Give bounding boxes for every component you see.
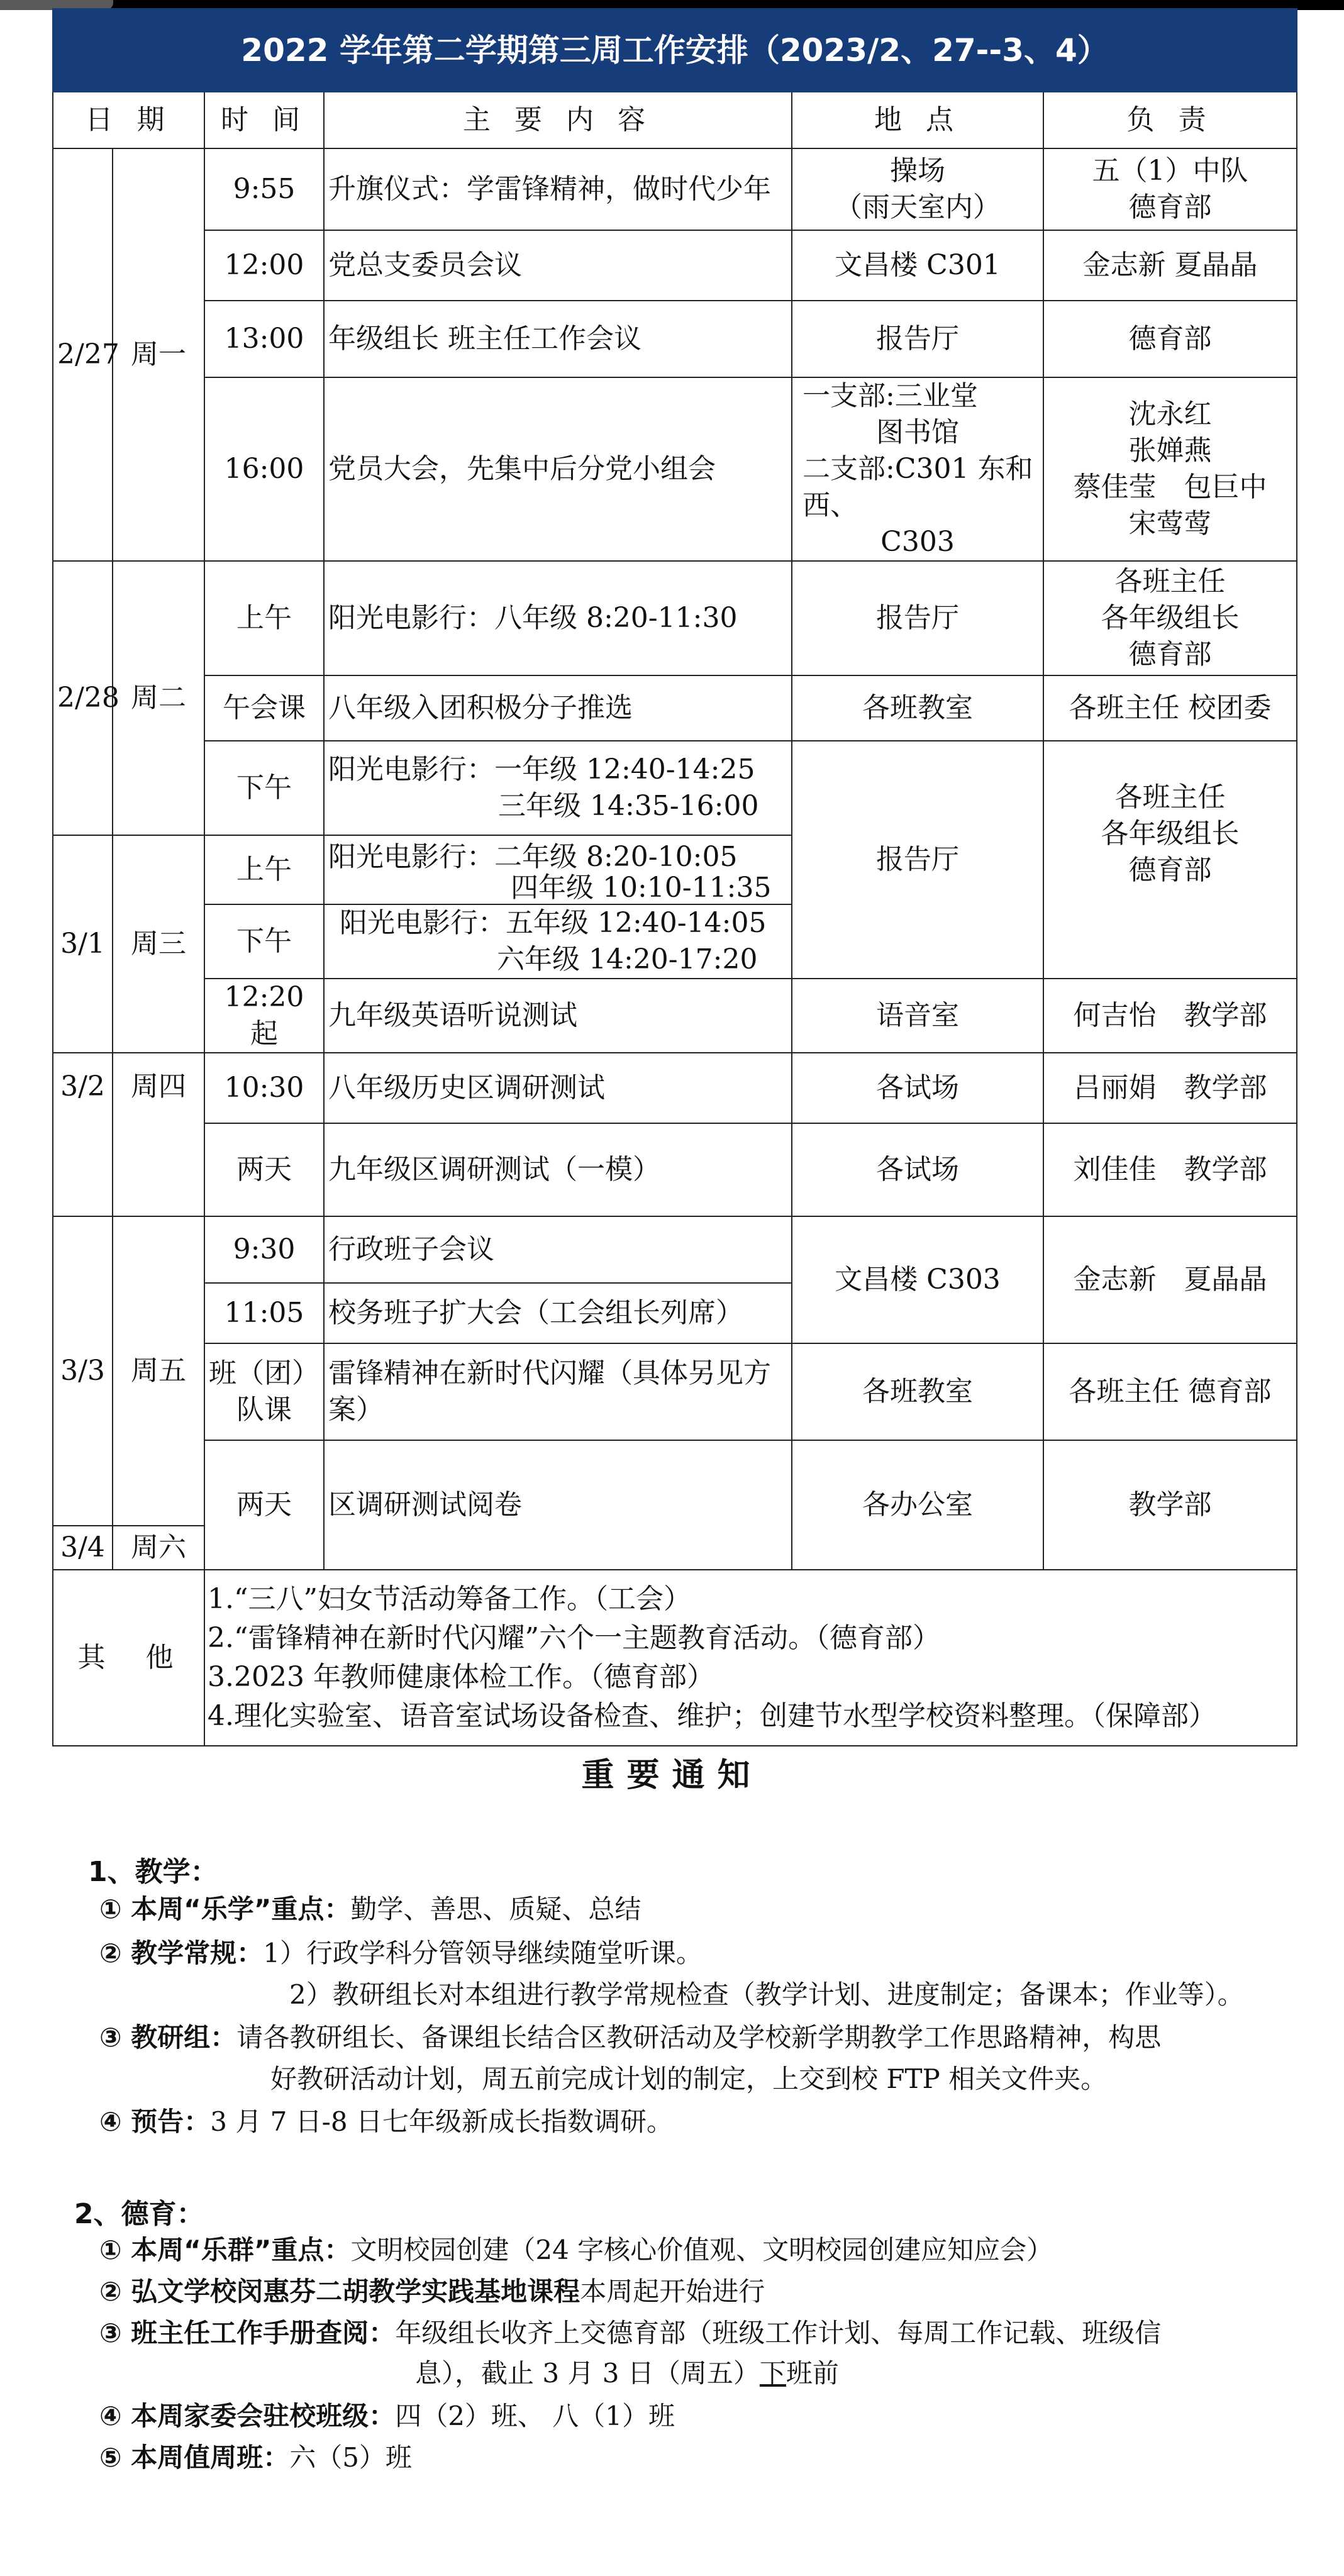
content-cell: 党员大会，先集中后分党小组会 [324,377,792,561]
content-cell: 校务班子扩大会（工会组长列席） [324,1283,792,1343]
item-value: 息），截止 3 月 3 日（周五） [415,2358,760,2389]
other-item: 1.“三八”妇女节活动筹备工作。（工会） [208,1583,691,1615]
place-line: 图书馆 [876,416,959,448]
content-cell: 九年级区调研测试（一模） [324,1123,792,1216]
weekday-sat: 周六 [113,1526,204,1570]
table-row [53,1343,1297,1440]
date-mon: 2/27 [53,148,113,561]
date-thu [53,1053,113,1216]
resp-line: 各班主任 [1114,781,1226,813]
time-cell: 下午 [204,904,324,979]
header-time: 时 间 [204,92,324,148]
item-value: 班前 [786,2358,839,2389]
content-cell: 阳光电影行：八年级 8:20-11:30 [324,561,792,675]
resp-cell: 各班主任 校团委 [1043,675,1297,741]
item-value: 勤学、善思、质疑、总结 [350,1894,641,1924]
content-line: 阳光电影行：五年级 12:40-14:05 [340,907,767,939]
teaching-item-3b: 好教研活动计划，周五前完成计划的制定，上交到校 FTP 相关文件夹。 [270,2063,1108,2094]
teaching-item-2b: 2）教研组长对本组进行教学常规检查（教学计划、进度制定；备课本；作业等）。 [289,1979,1244,2010]
place-cell: 各班教室 [792,675,1043,741]
table-row [53,675,1297,741]
content-line: 阳光电影行：一年级 12:40-14:25 [328,753,755,786]
content-line: 四年级 10:10-11:35 [511,872,772,904]
resp-line: 蔡佳莹 包巨中 [1073,471,1267,503]
content-line: 六年级 14:20-17:20 [497,943,758,975]
teaching-heading: 1、教学： [88,1856,218,1888]
content-cell: 年级组长 班主任工作会议 [324,301,792,377]
place-cell [792,148,1043,230]
weekday-wed: 周三 [113,835,204,1053]
content-line: 雷锋精神在新时代闪耀（具体另见方 [328,1357,771,1389]
place-line: 操场 [890,155,945,187]
resp-cell [1043,561,1297,675]
item-value: 3 月 7 日-8 日七年级新成长指数调研。 [210,2106,673,2137]
table-row [53,1053,1297,1123]
other-row [53,1570,1297,1746]
resp-line: 德育部 [1128,854,1212,886]
place-cell: 各试场 [792,1123,1043,1216]
place-cell: 报告厅 [792,561,1043,675]
time-cell: 12:00 [204,230,324,301]
table-row [53,301,1297,377]
time-line: 班（团） [209,1357,319,1389]
resp-line: 张婵燕 [1128,435,1212,467]
weekday-tue: 周二 [113,561,204,835]
item-value: 年级组长收齐上交德育部（班级工作计划、每周工作记载、班级信 [395,2318,1162,2348]
resp-line: 各年级组长 [1101,602,1240,634]
place-cell: 文昌楼 C301 [792,230,1043,301]
weekday-mon: 周一 [113,148,204,561]
content-cell: 区调研测试阅卷 [324,1440,792,1570]
resp-line: 宋莺莺 [1128,508,1212,540]
teaching-item-3 [99,2020,1161,2055]
time-cell: 10:30 [204,1053,324,1123]
content-cell [324,835,792,904]
item-key: ③ 教研组： [99,2022,237,2053]
moral-item-5 [99,2440,412,2475]
table-row [53,1123,1297,1216]
time-cell [204,1343,324,1440]
header-row [53,92,1297,148]
table-row [53,377,1297,561]
date-wed: 3/1 [53,835,113,1053]
resp-cell: 何吉怡 教学部 [1043,979,1297,1053]
item-value: 文明校园创建（24 字核心价值观、文明校园创建应知应会） [350,2235,1053,2265]
place-cell: 语音室 [792,979,1043,1053]
resp-cell [1043,377,1297,561]
time-cell: 12:20 起 [204,979,324,1053]
resp-cell: 各班主任 德育部 [1043,1343,1297,1440]
item-key: ② 教学常规： [99,1938,264,1968]
item-value: 请各教研组长、备课组长结合区教研活动及学校新学期教学工作思路精神，构思 [236,2022,1162,2053]
resp-line: 五（1）中队 [1092,155,1248,187]
place-line: （雨天室内） [835,191,1001,223]
resp-cell: 教学部 [1043,1440,1297,1570]
content-line: 三年级 14:35-16:00 [498,790,759,822]
resp-cell: 金志新 夏晶晶 [1043,230,1297,301]
table-row [53,979,1297,1053]
table-row [53,230,1297,301]
header-resp: 负 责 [1043,92,1297,148]
teaching-item-4 [99,2104,673,2140]
item-key: ④ 预告： [99,2106,211,2137]
moral-heading: 2、德育： [74,2198,204,2230]
item-key: ⑤ 本周值周班： [99,2442,290,2473]
teaching-item-1 [99,1892,641,1927]
other-label: 其 他 [53,1570,204,1746]
other-item: 4.理化实验室、语音室试场设备检查、维护；创建节水型学校资料整理。（保障部） [208,1700,1216,1732]
place-line: C303 [880,526,955,558]
content-cell: 八年级历史区调研测试 [324,1053,792,1123]
moral-item-3 [99,2316,1161,2351]
content-cell: 九年级英语听说测试 [324,979,792,1053]
content-cell [324,904,792,979]
moral-item-1 [99,2233,1053,2268]
moral-item-4 [99,2399,675,2434]
item-value: 1）行政学科分管领导继续随堂听课。 [263,1938,703,1968]
header-place: 地 点 [792,92,1043,148]
content-cell: 升旗仪式：学雷锋精神，做时代少年 [324,148,792,230]
resp-cell: 吕丽娟 教学部 [1043,1053,1297,1123]
notice-title: 重要通知 [581,1757,763,1794]
resp-cell: 德育部 [1043,301,1297,377]
other-item: 2.“雷锋精神在新时代闪耀”六个一主题教育活动。（德育部） [208,1622,940,1654]
content-cell [324,1343,792,1440]
place-cell: 各办公室 [792,1440,1043,1570]
item-key: ② 弘文学校闵惠芬二胡教学实践基地课程 [99,2276,580,2307]
item-key: ③ 班主任工作手册查阅： [99,2318,396,2348]
place-cell: 各试场 [792,1053,1043,1123]
moral-item-3b [415,2356,839,2391]
schedule-title: 2022 学年第二学期第三周工作安排（2023/2、27--3、4） [53,9,1297,92]
header-date: 日 期 [53,92,204,148]
place-cell: 文昌楼 C303 [792,1216,1043,1343]
time-cell: 9:55 [204,148,324,230]
date-tue: 2/28 [53,561,113,835]
place-cell [792,377,1043,561]
table-row [53,1216,1297,1283]
resp-line: 德育部 [1128,191,1212,223]
table-row [53,561,1297,675]
content-line: 案） [328,1394,384,1426]
time-cell: 16:00 [204,377,324,561]
content-cell [324,741,792,835]
content-line: 阳光电影行：二年级 8:20-10:05 [328,841,738,873]
time-cell: 两天 [204,1123,324,1216]
date-fri: 3/3 [53,1216,113,1526]
item-key: ① 本周“乐群”重点： [99,2235,351,2265]
other-items [204,1570,1297,1746]
content-cell: 党总支委员会议 [324,230,792,301]
teaching-item-2 [99,1936,703,1971]
resp-cell [1043,741,1297,979]
content-cell: 行政班子会议 [324,1216,792,1283]
resp-line: 沈永红 [1128,398,1212,430]
content-cell: 八年级入团积极分子推选 [324,675,792,741]
resp-cell [1043,148,1297,230]
place-line: 一支部:三业堂 [803,380,978,412]
time-cell: 午会课 [204,675,324,741]
resp-cell: 刘佳佳 教学部 [1043,1123,1297,1216]
table-row [53,1440,1297,1526]
weekday-fri: 周五 [113,1216,204,1526]
resp-cell: 金志新 夏晶晶 [1043,1216,1297,1343]
date-thu-label: 3/2 [60,1070,105,1102]
time-cell: 上午 [204,561,324,675]
other-item: 3.2023 年教师健康体检工作。（德育部） [208,1661,714,1693]
header-content: 主 要 内 容 [324,92,792,148]
table-row [53,148,1297,230]
item-value-underlined: 下 [759,2358,786,2389]
item-value: 四（2）班、 八（1）班 [395,2401,675,2431]
place-cell: 各班教室 [792,1343,1043,1440]
schedule-table [52,8,1297,1746]
item-key: ④ 本周家委会驻校班级： [99,2401,396,2431]
table-row [53,741,1297,835]
item-value: 本周起开始进行 [580,2276,765,2307]
place-cell: 报告厅 [792,301,1043,377]
time-cell: 11:05 [204,1283,324,1343]
time-cell: 两天 [204,1440,324,1570]
resp-line: 德育部 [1128,638,1212,670]
resp-line: 各班主任 [1114,565,1226,597]
resp-line: 各年级组长 [1101,818,1240,850]
time-cell: 下午 [204,741,324,835]
place-line: 二支部:C301 东和西、 [803,453,1033,521]
time-line: 队课 [236,1394,292,1426]
time-cell: 13:00 [204,301,324,377]
weekday-thu-label: 周四 [131,1070,186,1102]
time-cell: 上午 [204,835,324,904]
date-sat: 3/4 [53,1526,113,1570]
place-cell: 报告厅 [792,741,1043,979]
item-key: ① 本周“乐学”重点： [99,1894,351,1924]
weekday-thu [113,1053,204,1216]
time-cell: 9:30 [204,1216,324,1283]
moral-item-2 [99,2274,765,2309]
item-value: 六（5）班 [289,2442,412,2473]
